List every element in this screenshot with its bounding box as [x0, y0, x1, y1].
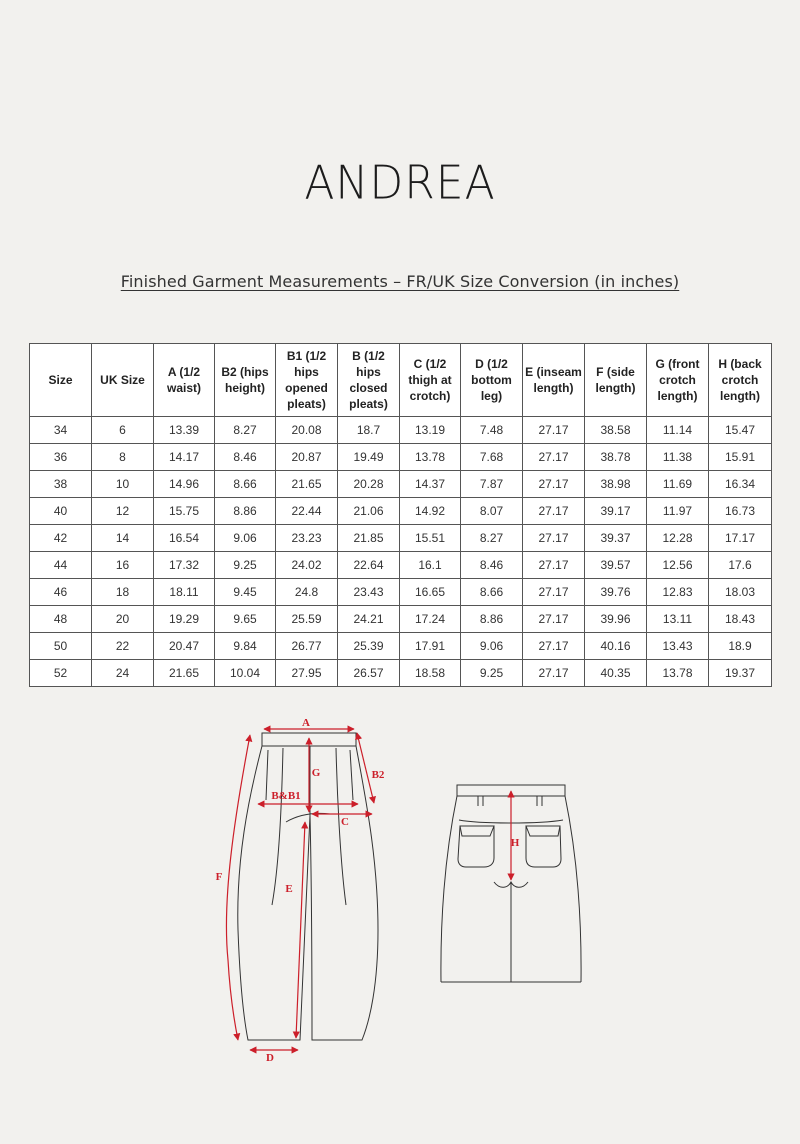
table-cell: 27.17: [523, 606, 585, 633]
header-b1: B1 (1/2 hips opened pleats): [276, 344, 338, 417]
table-cell: 27.17: [523, 633, 585, 660]
table-cell: 19.29: [154, 606, 215, 633]
table-cell: 27.17: [523, 498, 585, 525]
table-cell: 17.6: [709, 552, 772, 579]
table-cell: 15.47: [709, 417, 772, 444]
table-cell: 8.27: [215, 417, 276, 444]
table-cell: 20.47: [154, 633, 215, 660]
page-subtitle: Finished Garment Measurements – FR/UK Size Conversion (in inches): [120, 272, 680, 291]
header-a: A (1/2 waist): [154, 344, 215, 417]
table-cell: 25.59: [276, 606, 338, 633]
back-right-pocket-flap: [526, 826, 560, 836]
table-cell: 8.46: [215, 444, 276, 471]
table-cell: 9.25: [215, 552, 276, 579]
table-cell: 13.43: [647, 633, 709, 660]
table-cell: 14.92: [400, 498, 461, 525]
header-h: H (back crotch length): [709, 344, 772, 417]
table-cell: 27.17: [523, 552, 585, 579]
table-cell: 27.17: [523, 444, 585, 471]
table-cell: 27.95: [276, 660, 338, 687]
table-cell: 19.37: [709, 660, 772, 687]
table-cell: 48: [30, 606, 92, 633]
table-cell: 46: [30, 579, 92, 606]
table-cell: 13.19: [400, 417, 461, 444]
table-cell: 8.46: [461, 552, 523, 579]
table-cell: 20.28: [338, 471, 400, 498]
table-cell: 8.66: [461, 579, 523, 606]
table-cell: 7.48: [461, 417, 523, 444]
table-cell: 8.66: [215, 471, 276, 498]
header-e: E (inseam length): [523, 344, 585, 417]
label-g: G: [311, 767, 321, 779]
table-cell: 13.11: [647, 606, 709, 633]
table-cell: 16.54: [154, 525, 215, 552]
label-f: F: [215, 871, 223, 883]
table-cell: 27.17: [523, 579, 585, 606]
table-cell: 38.58: [585, 417, 647, 444]
table-cell: 9.06: [215, 525, 276, 552]
front-labels: [216, 717, 385, 1064]
table-cell: 10.04: [215, 660, 276, 687]
table-cell: 36: [30, 444, 92, 471]
table-cell: 12.56: [647, 552, 709, 579]
table-cell: 9.84: [215, 633, 276, 660]
table-cell: 39.17: [585, 498, 647, 525]
table-cell: 12: [92, 498, 154, 525]
table-cell: 18.9: [709, 633, 772, 660]
table-cell: 14.96: [154, 471, 215, 498]
table-cell: 13.39: [154, 417, 215, 444]
table-cell: 21.06: [338, 498, 400, 525]
label-c: C: [341, 816, 349, 828]
table-cell: 17.32: [154, 552, 215, 579]
table-cell: 14.17: [154, 444, 215, 471]
label-e: E: [285, 883, 293, 895]
table-cell: 16.34: [709, 471, 772, 498]
table-cell: 25.39: [338, 633, 400, 660]
header-b2: B2 (hips height): [215, 344, 276, 417]
table-cell: 23.23: [276, 525, 338, 552]
table-cell: 27.17: [523, 525, 585, 552]
table-cell: 17.17: [709, 525, 772, 552]
table-cell: 18.03: [709, 579, 772, 606]
table-cell: 7.87: [461, 471, 523, 498]
page-title: ANDREA: [304, 156, 496, 211]
front-right-leg-outline: [310, 746, 378, 1040]
table-cell: 50: [30, 633, 92, 660]
table-cell: 10: [92, 471, 154, 498]
table-cell: 26.77: [276, 633, 338, 660]
table-cell: 40.35: [585, 660, 647, 687]
table-cell: 38: [30, 471, 92, 498]
table-cell: 16.73: [709, 498, 772, 525]
table-cell: 40.16: [585, 633, 647, 660]
header-size: Size: [30, 344, 92, 417]
table-cell: 13.78: [647, 660, 709, 687]
table-cell: 18: [92, 579, 154, 606]
table-cell: 9.06: [461, 633, 523, 660]
table-cell: 8.27: [461, 525, 523, 552]
table-cell: 20: [92, 606, 154, 633]
table-cell: 24: [92, 660, 154, 687]
table-cell: 15.75: [154, 498, 215, 525]
table-cell: 22.44: [276, 498, 338, 525]
header-b: B (1/2 hips closed pleats): [338, 344, 400, 417]
table-cell: 18.11: [154, 579, 215, 606]
table-cell: 39.76: [585, 579, 647, 606]
table-cell: 17.24: [400, 606, 461, 633]
table-cell: 39.37: [585, 525, 647, 552]
table-cell: 8.86: [215, 498, 276, 525]
table-cell: 9.65: [215, 606, 276, 633]
table-cell: 12.83: [647, 579, 709, 606]
table-cell: 16.1: [400, 552, 461, 579]
front-pants-illustration: [238, 733, 378, 1040]
measure-line-b2: [357, 733, 374, 803]
table-cell: 11.69: [647, 471, 709, 498]
table-cell: 11.97: [647, 498, 709, 525]
table-cell: 16.65: [400, 579, 461, 606]
back-outline-right: [565, 796, 581, 982]
table-cell: 39.96: [585, 606, 647, 633]
table-cell: 18.7: [338, 417, 400, 444]
table-cell: 21.65: [276, 471, 338, 498]
back-outline-left: [441, 796, 457, 982]
table-cell: 12.28: [647, 525, 709, 552]
table-cell: 42: [30, 525, 92, 552]
table-cell: 18.43: [709, 606, 772, 633]
table-cell: 8: [92, 444, 154, 471]
front-crotch-curve: [286, 813, 330, 822]
table-cell: 34: [30, 417, 92, 444]
label-bb1: B&B1: [271, 790, 301, 802]
table-cell: 52: [30, 660, 92, 687]
table-cell: 26.57: [338, 660, 400, 687]
table-cell: 20.08: [276, 417, 338, 444]
table-cell: 20.87: [276, 444, 338, 471]
table-cell: 13.78: [400, 444, 461, 471]
table-cell: 6: [92, 417, 154, 444]
measure-line-e: [296, 822, 305, 1038]
table-cell: 8.07: [461, 498, 523, 525]
back-left-pocket: [458, 826, 494, 867]
table-cell: 18.58: [400, 660, 461, 687]
table-cell: 21.85: [338, 525, 400, 552]
table-cell: 38.78: [585, 444, 647, 471]
table-cell: 15.91: [709, 444, 772, 471]
front-left-pocket: [266, 750, 268, 800]
table-cell: 23.43: [338, 579, 400, 606]
header-g: G (front crotch length): [647, 344, 709, 417]
table-cell: 7.68: [461, 444, 523, 471]
label-b2: B2: [371, 769, 385, 781]
front-left-pleat: [272, 748, 283, 905]
header-f: F (side length): [585, 344, 647, 417]
table-cell: 21.65: [154, 660, 215, 687]
table-cell: 24.02: [276, 552, 338, 579]
table-cell: 19.49: [338, 444, 400, 471]
table-cell: 9.25: [461, 660, 523, 687]
header-uk-size: UK Size: [92, 344, 154, 417]
label-a: A: [302, 717, 310, 729]
table-cell: 14.37: [400, 471, 461, 498]
label-d: D: [266, 1052, 274, 1064]
front-right-pocket: [350, 750, 353, 800]
back-right-pocket: [526, 826, 561, 867]
label-h: H: [510, 837, 520, 849]
header-c: C (1/2 thigh at crotch): [400, 344, 461, 417]
table-cell: 40: [30, 498, 92, 525]
table-cell: 24.21: [338, 606, 400, 633]
table-cell: 8.86: [461, 606, 523, 633]
header-d: D (1/2 bottom leg): [461, 344, 523, 417]
table-cell: 22: [92, 633, 154, 660]
table-cell: 22.64: [338, 552, 400, 579]
table-cell: 27.17: [523, 417, 585, 444]
table-cell: 27.17: [523, 660, 585, 687]
table-cell: 24.8: [276, 579, 338, 606]
back-left-pocket-flap: [460, 826, 494, 836]
table-cell: 14: [92, 525, 154, 552]
table-cell: 27.17: [523, 471, 585, 498]
table-cell: 44: [30, 552, 92, 579]
table-cell: 17.91: [400, 633, 461, 660]
table-cell: 38.98: [585, 471, 647, 498]
table-cell: 11.38: [647, 444, 709, 471]
table-cell: 16: [92, 552, 154, 579]
table-cell: 15.51: [400, 525, 461, 552]
table-cell: 39.57: [585, 552, 647, 579]
table-cell: 9.45: [215, 579, 276, 606]
table-cell: 11.14: [647, 417, 709, 444]
